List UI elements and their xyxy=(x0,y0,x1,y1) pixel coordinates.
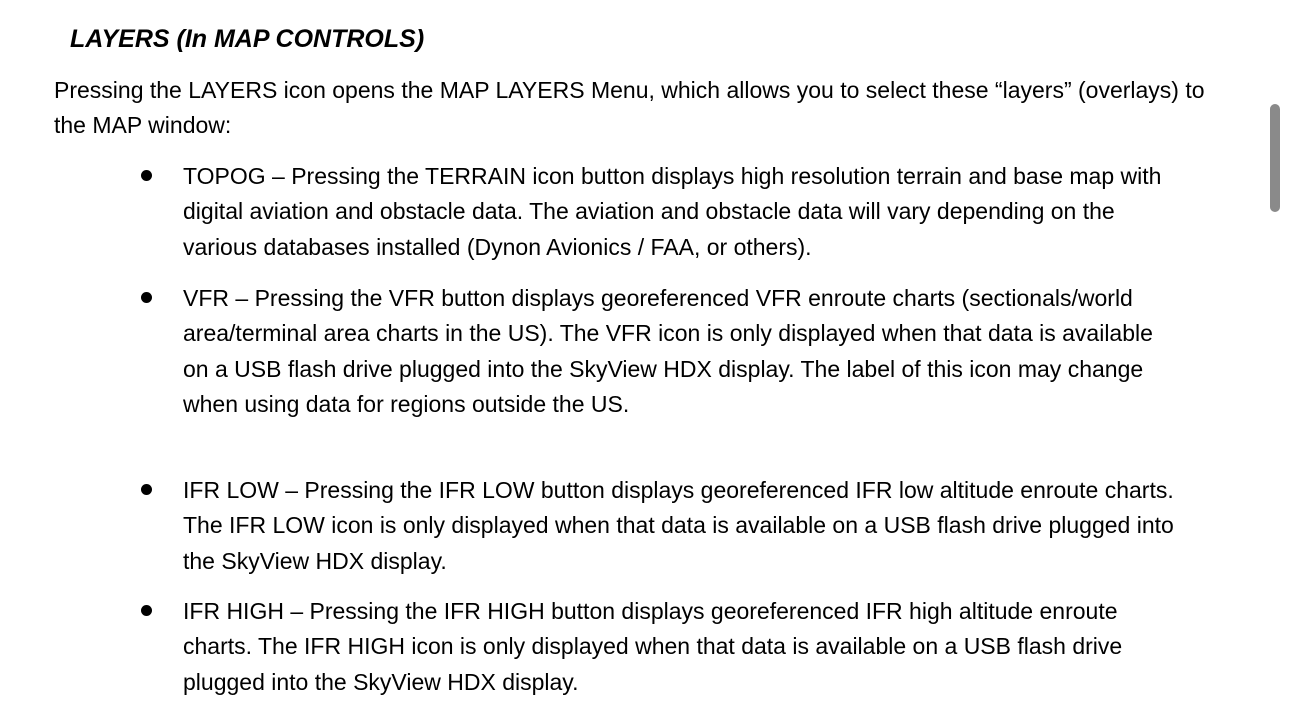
bullet-icon xyxy=(141,605,152,616)
bullet-icon xyxy=(141,484,152,495)
bullet-icon xyxy=(141,292,152,303)
list-item-text: VFR – Pressing the VFR button displays georeferenced VFR enroute charts (sectionals/world area/terminal area charts in the US). The VFR icon is only displayed when that data is available on a USB flash drive plugged into the SkyView HDX display. The label of this icon may change when using data for regions outside the US. xyxy=(183,285,1153,417)
intro-paragraph: Pressing the LAYERS icon opens the MAP LAYERS Menu, which allows you to select these “layers” (overlays) to the MAP window: xyxy=(54,77,1205,138)
section-heading: LAYERS (In MAP CONTROLS) xyxy=(70,25,425,53)
vertical-scrollbar-thumb[interactable] xyxy=(1270,104,1280,212)
list-item-text: IFR LOW – Pressing the IFR LOW button displays georeferenced IFR low altitude enroute charts. The IFR LOW icon is only displayed when that data is available on a USB flash drive plugged into the SkyView HDX display. xyxy=(183,477,1174,574)
list-item-text: TOPOG – Pressing the TERRAIN icon button displays high resolution terrain and base map with digital aviation and obstacle data. The aviation and obstacle data will vary depending on the various databases installed (Dynon Avionics / FAA, or others). xyxy=(183,163,1162,260)
list-item-text: IFR HIGH – Pressing the IFR HIGH button displays georeferenced IFR high altitude enroute charts. The IFR HIGH icon is only displayed when that data is available on a USB flash drive plugged into the SkyView HDX display. xyxy=(183,598,1123,695)
bullet-icon xyxy=(141,170,152,181)
